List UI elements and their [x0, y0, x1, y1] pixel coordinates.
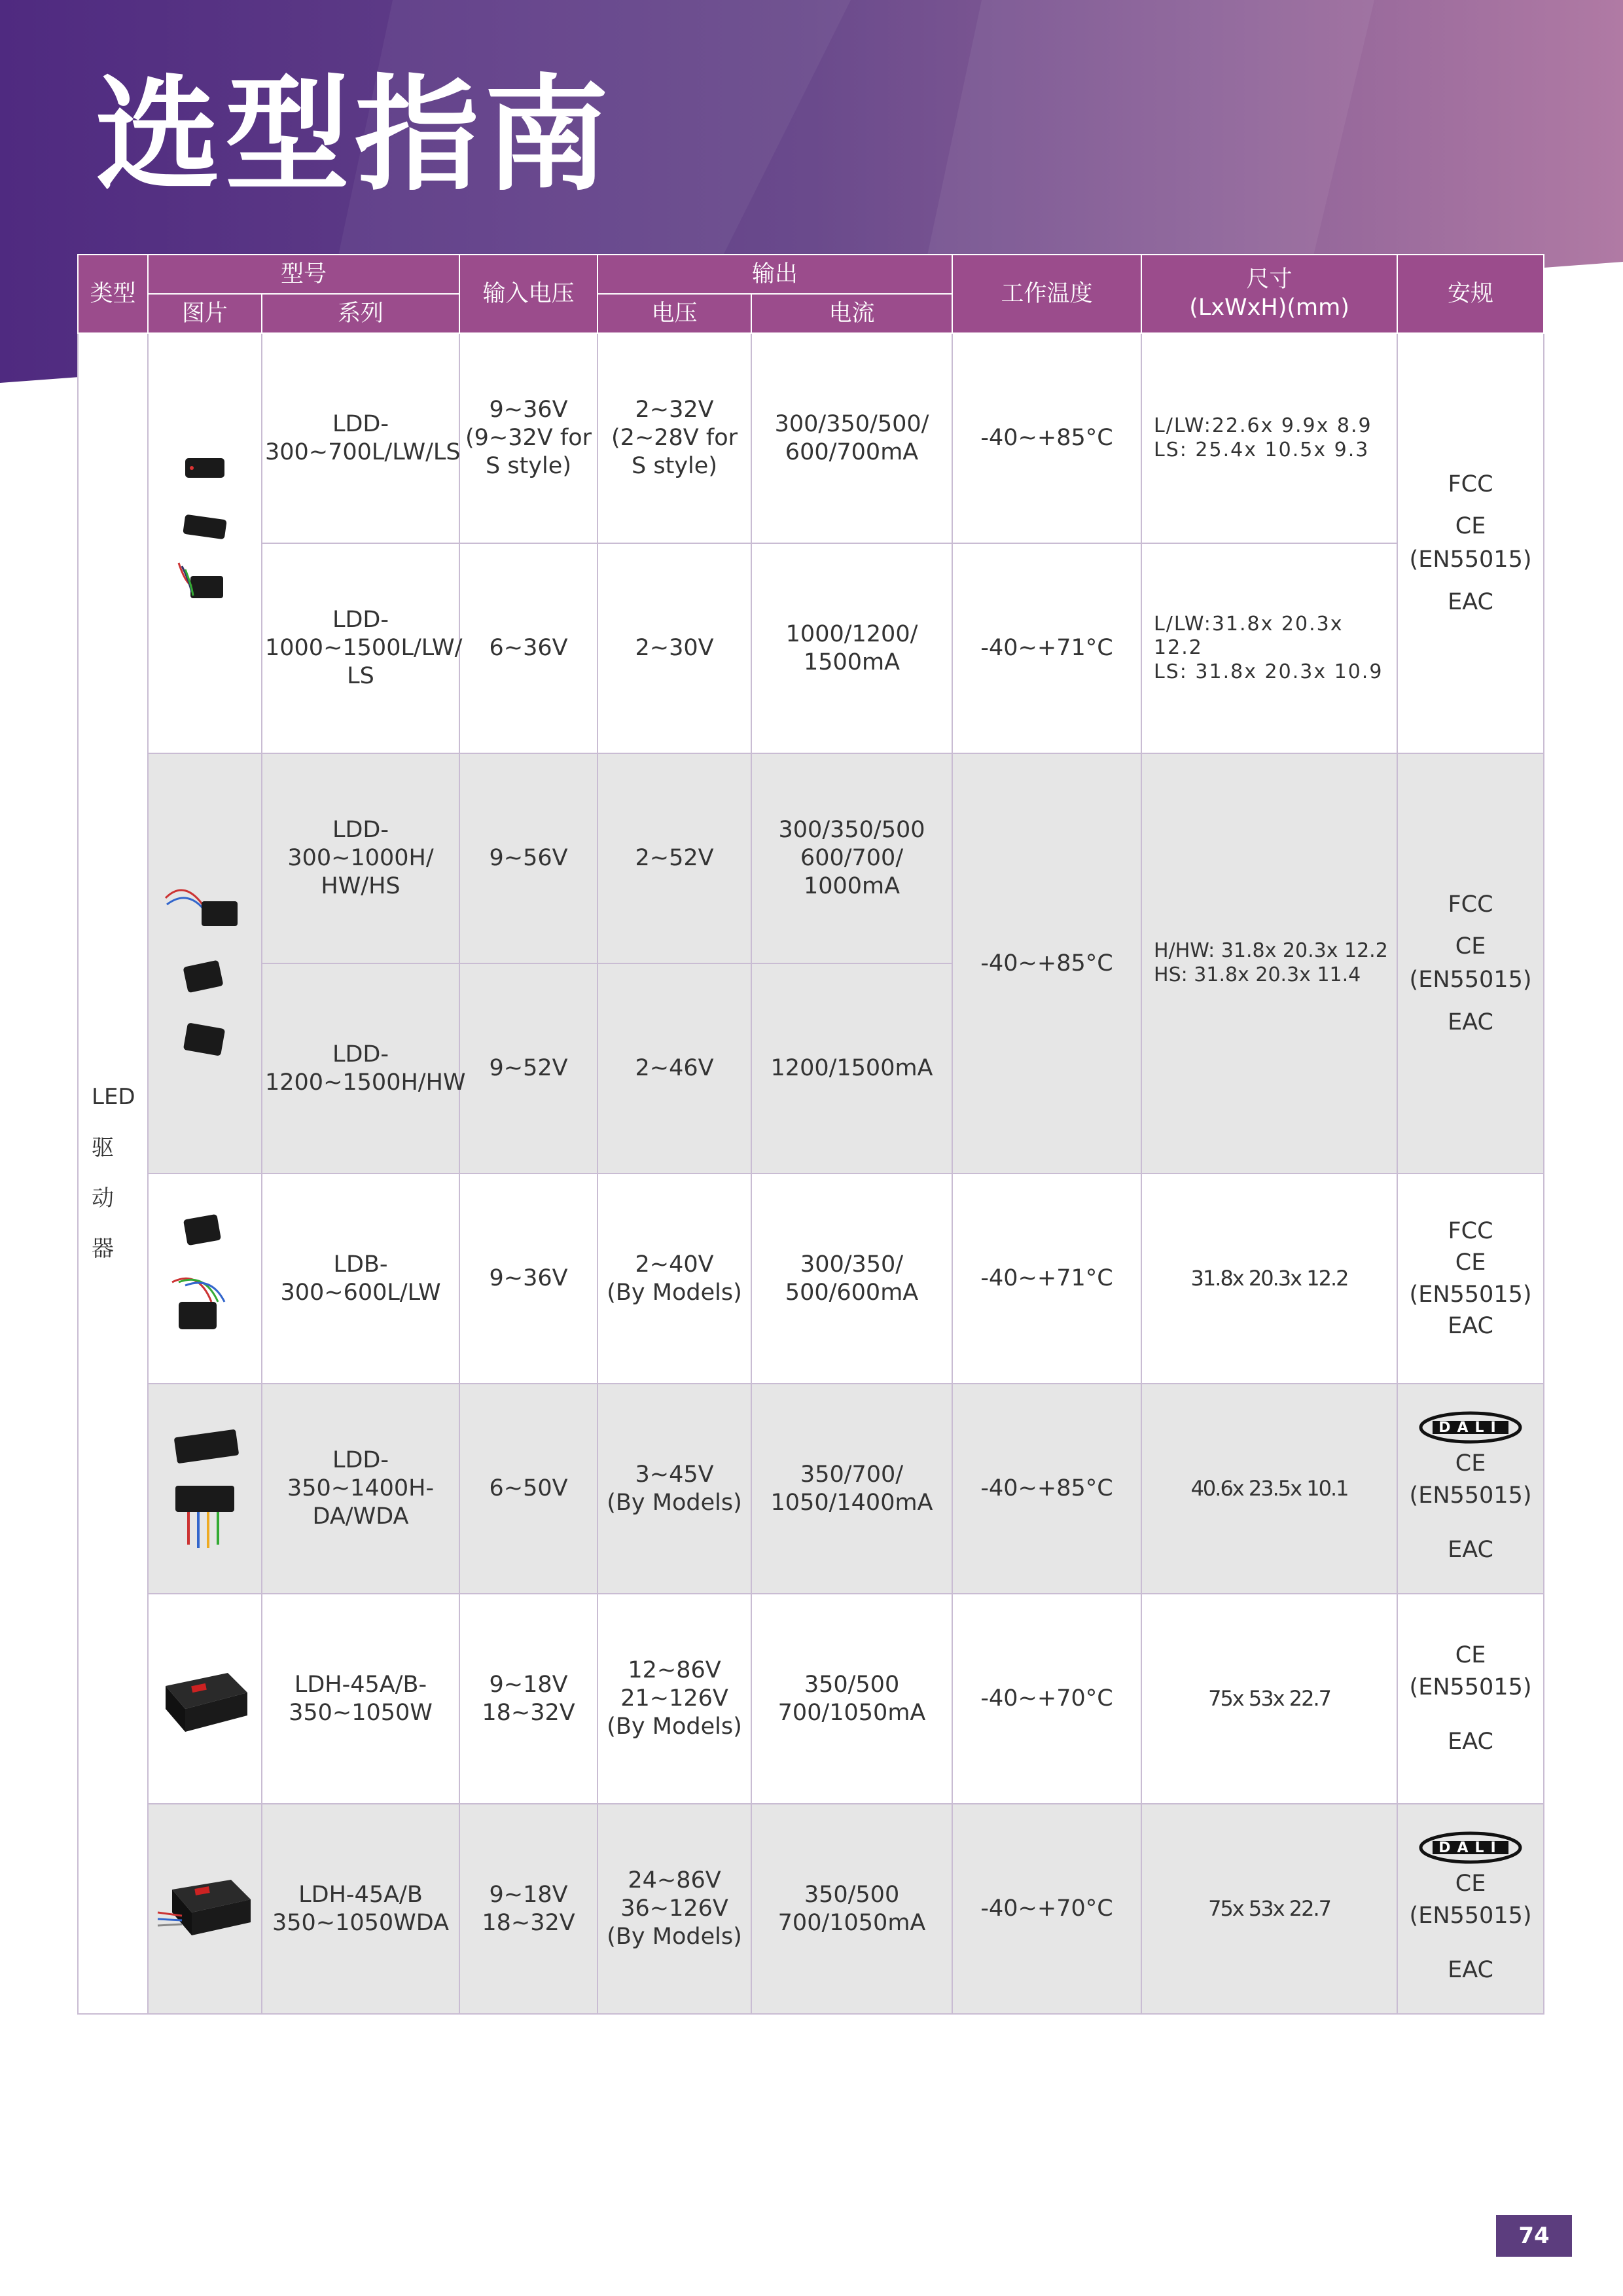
header-model: 型号	[148, 255, 459, 294]
header-output: 输出	[597, 255, 952, 294]
safety-cell: DALI CE (EN55015) EAC	[1397, 1804, 1544, 2014]
temperature-cell: -40~+71°C	[952, 543, 1141, 753]
page-number: 74	[1496, 2215, 1572, 2257]
series-cell: LDH-45A/B- 350~1050W	[262, 1594, 459, 1804]
header-safety: 安规	[1397, 255, 1544, 333]
product-picture	[148, 1384, 262, 1594]
output-current-cell: 1000/1200/ 1500mA	[751, 543, 952, 753]
product-picture	[148, 1174, 262, 1384]
output-voltage-cell: 2~40V (By Models)	[597, 1174, 751, 1384]
input-voltage-cell: 6~50V	[459, 1384, 597, 1594]
output-current-cell: 350/700/ 1050/1400mA	[751, 1384, 952, 1594]
output-voltage-cell: 2~30V	[597, 543, 751, 753]
size-cell: L/LW:22.6x 9.9x 8.9 LS: 25.4x 10.5x 9.3	[1141, 333, 1397, 543]
dali-logo	[1418, 1829, 1523, 1866]
led-driver-module-icon	[156, 1647, 254, 1751]
safety-cell: FCC CE (EN55015) EAC	[1397, 333, 1544, 753]
size-cell: 75x 53x 22.7	[1141, 1594, 1397, 1804]
series-cell: LDH-45A/B 350~1050WDA	[262, 1804, 459, 2014]
output-current-cell: 300/350/500 600/700/ 1000mA	[751, 753, 952, 963]
led-driver-module-icon	[159, 852, 251, 1075]
header-input-voltage: 输入电压	[459, 255, 597, 333]
header-temperature: 工作温度	[952, 255, 1141, 333]
svg-text:DALI: DALI	[1438, 1420, 1503, 1437]
output-voltage-cell: 2~46V	[597, 963, 751, 1174]
dali-logo	[1418, 1409, 1523, 1446]
header-picture: 图片	[148, 294, 262, 333]
temperature-cell: -40~+70°C	[952, 1594, 1141, 1804]
output-current-cell: 350/500 700/1050mA	[751, 1804, 952, 2014]
temperature-cell: -40~+85°C	[952, 333, 1141, 543]
output-voltage-cell: 2~32V (2~28V for S style)	[597, 333, 751, 543]
series-cell: LDD- 350~1400H- DA/WDA	[262, 1384, 459, 1594]
size-cell: L/LW:31.8x 20.3x 12.2 LS: 31.8x 20.3x 10.9	[1141, 543, 1397, 753]
temperature-cell: -40~+70°C	[952, 1804, 1141, 2014]
product-picture	[148, 753, 262, 1174]
input-voltage-cell: 9~36V (9~32V for S style)	[459, 333, 597, 543]
table-row	[78, 1384, 1544, 1594]
table-header-row	[78, 255, 1544, 294]
product-picture	[148, 333, 262, 753]
series-cell: LDB- 300~600L/LW	[262, 1174, 459, 1384]
input-voltage-cell: 9~52V	[459, 963, 597, 1174]
output-voltage-cell: 3~45V (By Models)	[597, 1384, 751, 1594]
safety-cell: CE (EN55015) EAC	[1397, 1594, 1544, 1804]
input-voltage-cell: 9~36V	[459, 1174, 597, 1384]
table-row	[78, 1804, 1544, 2014]
category-cell: LED 驱 动 器	[78, 333, 148, 2014]
output-current-cell: 350/500 700/1050mA	[751, 1594, 952, 1804]
led-driver-module-icon	[159, 1197, 251, 1361]
input-voltage-cell: 6~36V	[459, 543, 597, 753]
product-picture	[148, 1804, 262, 2014]
header-out-voltage: 电压	[597, 294, 751, 333]
product-picture	[148, 1594, 262, 1804]
series-cell: LDD- 300~700L/LW/LS	[262, 333, 459, 543]
temperature-cell: -40~+85°C	[952, 753, 1141, 1174]
header-size: 尺寸 (LxWxH)(mm)	[1141, 255, 1397, 333]
output-voltage-cell: 2~52V	[597, 753, 751, 963]
table-row	[78, 1174, 1544, 1384]
size-cell: 31.8x 20.3x 12.2	[1141, 1174, 1397, 1384]
table-row	[78, 753, 1544, 963]
header-out-current: 电流	[751, 294, 952, 333]
series-cell: LDD- 1200~1500H/HW	[262, 963, 459, 1174]
table-row	[78, 1594, 1544, 1804]
input-voltage-cell: 9~18V 18~32V	[459, 1594, 597, 1804]
output-voltage-cell: 24~86V 36~126V (By Models)	[597, 1804, 751, 2014]
table-row	[78, 333, 1544, 543]
header-type: 类型	[78, 255, 148, 333]
temperature-cell: -40~+71°C	[952, 1174, 1141, 1384]
output-current-cell: 300/350/500/ 600/700mA	[751, 333, 952, 543]
input-voltage-cell: 9~18V 18~32V	[459, 1804, 597, 2014]
selection-guide-table	[77, 254, 1544, 2015]
size-cell: 40.6x 23.5x 10.1	[1141, 1384, 1397, 1594]
size-cell: H/HW: 31.8x 20.3x 12.2 HS: 31.8x 20.3x 11.4	[1141, 753, 1397, 1174]
svg-text:DALI: DALI	[1438, 1840, 1503, 1857]
size-cell: 75x 53x 22.7	[1141, 1804, 1397, 2014]
safety-cell: FCC CE (EN55015) EAC	[1397, 753, 1544, 1174]
input-voltage-cell: 9~56V	[459, 753, 597, 963]
output-voltage-cell: 12~86V 21~126V (By Models)	[597, 1594, 751, 1804]
safety-cell: DALI CE (EN55015) EAC	[1397, 1384, 1544, 1594]
header-series: 系列	[262, 294, 459, 333]
series-cell: LDD- 1000~1500L/LW/ LS	[262, 543, 459, 753]
safety-cell: FCC CE (EN55015) EAC	[1397, 1174, 1544, 1384]
led-driver-module-icon	[166, 445, 244, 641]
led-driver-module-icon	[152, 1854, 257, 1965]
output-current-cell: 300/350/ 500/600mA	[751, 1174, 952, 1384]
temperature-cell: -40~+85°C	[952, 1384, 1141, 1594]
table-row	[78, 543, 1544, 753]
series-cell: LDD- 300~1000H/ HW/HS	[262, 753, 459, 963]
output-current-cell: 1200/1500mA	[751, 963, 952, 1174]
led-driver-module-icon	[159, 1407, 251, 1571]
page-title: 选型指南	[96, 63, 615, 207]
